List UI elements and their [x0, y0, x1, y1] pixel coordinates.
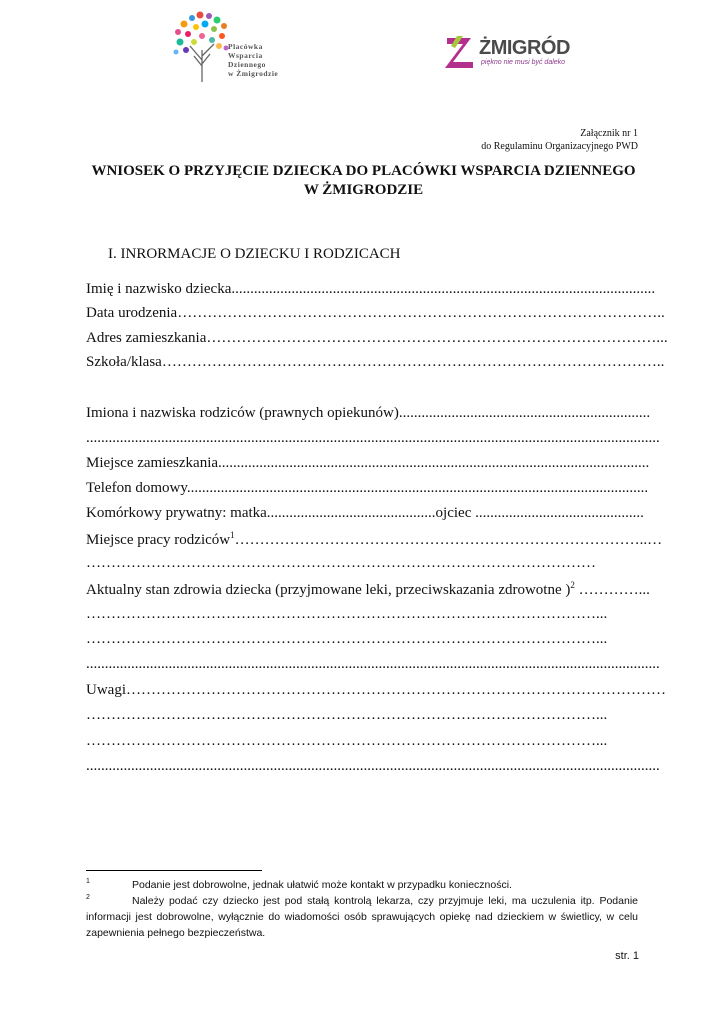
health-continuation: ......................................................................................................................................................... [86, 656, 660, 672]
document-title-line1: WNIOSEK O PRZYJĘCIE DZIECKA DO PLACÓWKI WSPARCIA DZIENNEGO [91, 163, 636, 179]
section-heading: I. INRORMACJE O DZIECKU I RODZICACH [108, 246, 401, 262]
address-field: Adres zamieszkania………………………………………………………………………………... [86, 330, 668, 346]
footnote-divider [86, 870, 262, 871]
zmigrod-emblem-icon [443, 34, 479, 70]
workplace-continuation: ………………………………………………………………………………………… [86, 555, 596, 571]
health-dots: …………... [574, 582, 650, 598]
health-continuation: …………………………………………………………………………………………... [86, 606, 608, 622]
birth-date-field: Data urodzenia…………………………………………………………………………………….. [86, 305, 665, 321]
pwd-logo [168, 10, 298, 86]
footnote-1 [86, 877, 638, 893]
footnote-number: 1 [86, 878, 90, 885]
footnote-ref: 2 [570, 580, 575, 590]
zmigrod-logo [443, 34, 568, 74]
workplace-field [86, 530, 663, 549]
notes-field: Uwagi……………………………………………………………………………………………… [86, 682, 666, 698]
health-continuation: …………………………………………………………………………………………... [86, 631, 608, 647]
parents-names-continuation: ......................................................................................................................................................... [86, 430, 660, 446]
parents-names-field: Imiona i nazwiska rodziców (prawnych opiekunów)................................................................... [86, 405, 651, 421]
brand-slogan: piękno nie musi być daleko [481, 59, 566, 66]
child-name-field: Imię i nazwisko dziecka................................................................................................................. [86, 281, 656, 297]
logo-text-line: Dziennego [228, 60, 266, 69]
annex-regulation: do Regulaminu Organizacyjnego PWD [481, 141, 638, 152]
footnote-text: Należy podać czy dziecko jest pod stałą kontrolą lekarza, czy przyjmuje leki, ma uczulenia itp. Podanie informacji jest dobrowolne, wyłącznie do wiadomości osób sprawujących opiekę nad dzieckiem w świetlicy, w celu zapewnienia pełnego bezpieczeństwa. [86, 895, 638, 939]
health-field [86, 580, 650, 599]
mobile-phone-field: Komórkowy prywatny: matka.............................................ojciec ............................................. [86, 505, 644, 521]
brand-name: ŻMIGRÓD [479, 37, 570, 59]
page-number: str. 1 [615, 950, 639, 962]
footnote-number: 2 [86, 894, 90, 901]
document-title-line2: W ŻMIGRODZIE [303, 182, 424, 198]
footnote-text: Podanie jest dobrowolne, jednak ułatwić może kontakt w przypadku konieczności. [132, 879, 512, 891]
notes-continuation: …………………………………………………………………………………………... [86, 733, 608, 749]
workplace-dots: ………………………………………………………………………..… [234, 532, 663, 548]
notes-continuation: …………………………………………………………………………………………... [86, 707, 608, 723]
footnote-2 [86, 893, 638, 941]
health-label: Aktualny stan zdrowia dziecka (przyjmowane leki, przeciwskazania zdrowotne ) [86, 582, 571, 598]
footnote-ref: 1 [230, 530, 235, 540]
residence-field: Miejsce zamieszkania................................................................................................................... [86, 455, 650, 471]
annex-number: Załącznik nr 1 [580, 128, 638, 139]
school-class-field: Szkoła/klasa……………………………………………………………………………………….. [86, 354, 665, 370]
notes-continuation: ......................................................................................................................................................... [86, 758, 660, 774]
workplace-label: Miejsce pracy rodziców [86, 532, 231, 548]
logo-text-line: Wsparcia [228, 51, 263, 60]
home-phone-field: Telefon domowy........................................................................................................................... [86, 480, 649, 496]
logo-text-line: Placówka [228, 42, 263, 51]
logo-text-line: w Żmigrodzie [228, 69, 279, 78]
